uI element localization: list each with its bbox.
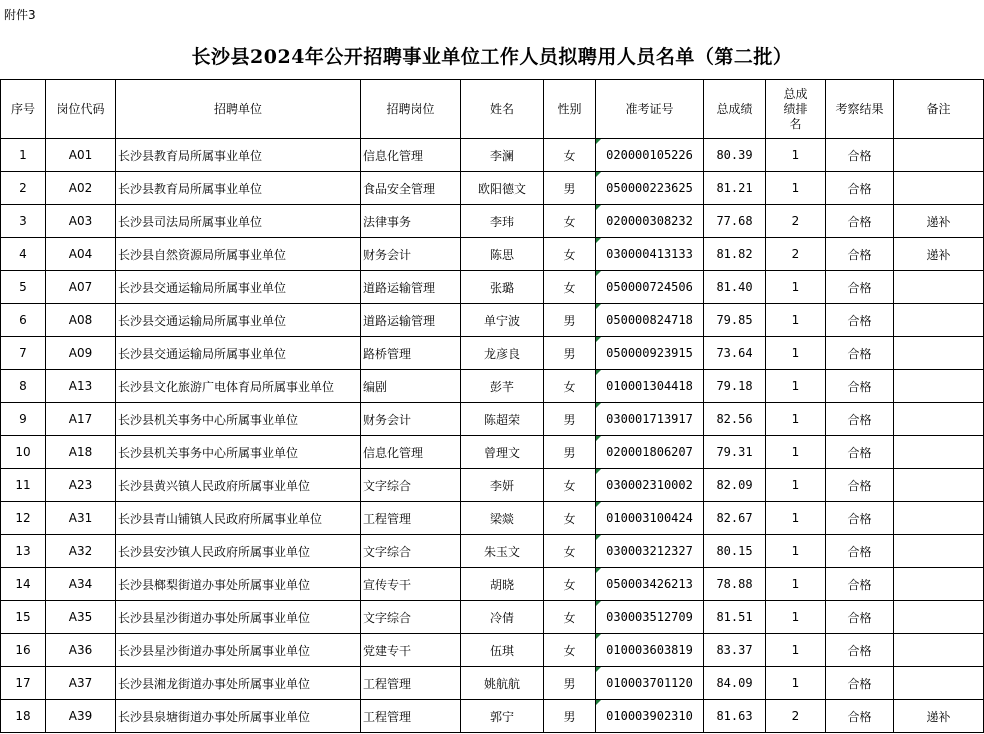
cell-total-score: 80.39: [704, 139, 766, 172]
cell-inspection-result: 合格: [826, 502, 894, 535]
cell-seq: 3: [1, 205, 46, 238]
cell-gender: 女: [544, 568, 596, 601]
cell-total-score: 82.67: [704, 502, 766, 535]
cell-inspection-result: 合格: [826, 304, 894, 337]
cell-ticket-number: 020000105226: [596, 139, 704, 172]
cell-hiring-unit: 长沙县教育局所属事业单位: [116, 172, 361, 205]
cell-total-score: 81.63: [704, 700, 766, 733]
cell-position-code: A01: [46, 139, 116, 172]
table-header-row: [1, 80, 984, 139]
cell-gender: 男: [544, 337, 596, 370]
header-hiring-post: 招聘岗位: [361, 80, 461, 139]
cell-inspection-result: 合格: [826, 601, 894, 634]
cell-remark: [894, 172, 984, 205]
cell-ticket-number: 030003512709: [596, 601, 704, 634]
cell-hiring-post: 文字综合: [361, 535, 461, 568]
table-body: [1, 139, 984, 733]
cell-ticket-number: 030002310002: [596, 469, 704, 502]
cell-inspection-result: 合格: [826, 469, 894, 502]
cell-gender: 男: [544, 172, 596, 205]
cell-remark: [894, 403, 984, 436]
cell-hiring-unit: 长沙县榔梨街道办事处所属事业单位: [116, 568, 361, 601]
cell-name: 龙彦良: [461, 337, 544, 370]
cell-remark: [894, 568, 984, 601]
cell-gender: 男: [544, 700, 596, 733]
attachment-label: 附件3: [4, 8, 36, 22]
cell-remark: [894, 469, 984, 502]
cell-total-score: 81.40: [704, 271, 766, 304]
hiring-roster-table: [0, 79, 984, 733]
cell-hiring-unit: 长沙县安沙镇人民政府所属事业单位: [116, 535, 361, 568]
cell-score-rank: 1: [766, 634, 826, 667]
table-row: [1, 238, 984, 271]
cell-hiring-unit: 长沙县湘龙街道办事处所属事业单位: [116, 667, 361, 700]
cell-name: 梁燚: [461, 502, 544, 535]
cell-ticket-number: 010003902310: [596, 700, 704, 733]
cell-total-score: 77.68: [704, 205, 766, 238]
cell-seq: 13: [1, 535, 46, 568]
cell-total-score: 82.09: [704, 469, 766, 502]
cell-hiring-post: 道路运输管理: [361, 304, 461, 337]
cell-hiring-post: 财务会计: [361, 238, 461, 271]
cell-seq: 2: [1, 172, 46, 205]
cell-gender: 男: [544, 304, 596, 337]
cell-score-rank: 1: [766, 601, 826, 634]
cell-hiring-post: 文字综合: [361, 469, 461, 502]
cell-score-rank: 1: [766, 436, 826, 469]
cell-score-rank: 2: [766, 205, 826, 238]
cell-gender: 女: [544, 271, 596, 304]
cell-total-score: 84.09: [704, 667, 766, 700]
cell-remark: [894, 667, 984, 700]
cell-gender: 女: [544, 205, 596, 238]
cell-name: 伍琪: [461, 634, 544, 667]
cell-inspection-result: 合格: [826, 337, 894, 370]
cell-hiring-unit: 长沙县泉塘街道办事处所属事业单位: [116, 700, 361, 733]
cell-score-rank: 1: [766, 271, 826, 304]
cell-seq: 9: [1, 403, 46, 436]
cell-hiring-unit: 长沙县机关事务中心所属事业单位: [116, 436, 361, 469]
cell-seq: 14: [1, 568, 46, 601]
cell-seq: 11: [1, 469, 46, 502]
cell-total-score: 78.88: [704, 568, 766, 601]
cell-total-score: 81.51: [704, 601, 766, 634]
table-row: [1, 436, 984, 469]
cell-name: 陈超荣: [461, 403, 544, 436]
cell-hiring-post: 食品安全管理: [361, 172, 461, 205]
cell-seq: 6: [1, 304, 46, 337]
cell-ticket-number: 050003426213: [596, 568, 704, 601]
cell-hiring-post: 道路运输管理: [361, 271, 461, 304]
cell-ticket-number: 010003100424: [596, 502, 704, 535]
cell-total-score: 81.21: [704, 172, 766, 205]
cell-hiring-unit: 长沙县机关事务中心所属事业单位: [116, 403, 361, 436]
cell-inspection-result: 合格: [826, 370, 894, 403]
cell-gender: 男: [544, 667, 596, 700]
cell-remark: [894, 502, 984, 535]
cell-score-rank: 1: [766, 337, 826, 370]
cell-score-rank: 1: [766, 502, 826, 535]
cell-total-score: 83.37: [704, 634, 766, 667]
cell-ticket-number: 010003603819: [596, 634, 704, 667]
cell-name: 单宁波: [461, 304, 544, 337]
header-inspection-result: 考察结果: [826, 80, 894, 139]
cell-name: 李澜: [461, 139, 544, 172]
table-row: [1, 634, 984, 667]
cell-gender: 女: [544, 634, 596, 667]
cell-position-code: A17: [46, 403, 116, 436]
table-row: [1, 304, 984, 337]
cell-seq: 8: [1, 370, 46, 403]
table-row: [1, 568, 984, 601]
table-row: [1, 535, 984, 568]
cell-inspection-result: 合格: [826, 700, 894, 733]
cell-remark: 递补: [894, 205, 984, 238]
cell-gender: 女: [544, 370, 596, 403]
cell-position-code: A35: [46, 601, 116, 634]
cell-inspection-result: 合格: [826, 403, 894, 436]
cell-seq: 18: [1, 700, 46, 733]
cell-seq: 4: [1, 238, 46, 271]
cell-gender: 男: [544, 436, 596, 469]
cell-hiring-post: 工程管理: [361, 667, 461, 700]
cell-position-code: A09: [46, 337, 116, 370]
cell-hiring-unit: 长沙县青山铺镇人民政府所属事业单位: [116, 502, 361, 535]
header-gender: 性别: [544, 80, 596, 139]
cell-hiring-post: 信息化管理: [361, 436, 461, 469]
cell-name: 冷倩: [461, 601, 544, 634]
cell-position-code: A07: [46, 271, 116, 304]
cell-hiring-post: 宣传专干: [361, 568, 461, 601]
cell-seq: 5: [1, 271, 46, 304]
cell-hiring-unit: 长沙县星沙街道办事处所属事业单位: [116, 601, 361, 634]
cell-inspection-result: 合格: [826, 568, 894, 601]
table-row: [1, 502, 984, 535]
cell-ticket-number: 020000308232: [596, 205, 704, 238]
cell-total-score: 73.64: [704, 337, 766, 370]
cell-inspection-result: 合格: [826, 205, 894, 238]
cell-hiring-unit: 长沙县黄兴镇人民政府所属事业单位: [116, 469, 361, 502]
cell-seq: 15: [1, 601, 46, 634]
cell-inspection-result: 合格: [826, 436, 894, 469]
cell-hiring-post: 编剧: [361, 370, 461, 403]
cell-hiring-unit: 长沙县交通运输局所属事业单位: [116, 304, 361, 337]
cell-remark: 递补: [894, 700, 984, 733]
cell-position-code: A32: [46, 535, 116, 568]
cell-name: 李妍: [461, 469, 544, 502]
header-total-score: 总成绩: [704, 80, 766, 139]
cell-hiring-post: 路桥管理: [361, 337, 461, 370]
cell-seq: 10: [1, 436, 46, 469]
header-score-rank: 总成绩排名: [766, 80, 826, 139]
cell-hiring-unit: 长沙县星沙街道办事处所属事业单位: [116, 634, 361, 667]
cell-name: 胡晓: [461, 568, 544, 601]
cell-remark: [894, 370, 984, 403]
cell-ticket-number: 050000824718: [596, 304, 704, 337]
cell-hiring-post: 文字综合: [361, 601, 461, 634]
cell-hiring-unit: 长沙县教育局所属事业单位: [116, 139, 361, 172]
cell-name: 张璐: [461, 271, 544, 304]
cell-hiring-unit: 长沙县交通运输局所属事业单位: [116, 337, 361, 370]
cell-hiring-post: 工程管理: [361, 502, 461, 535]
cell-remark: [894, 139, 984, 172]
header-hiring-unit: 招聘单位: [116, 80, 361, 139]
cell-total-score: 79.85: [704, 304, 766, 337]
cell-hiring-unit: 长沙县文化旅游广电体育局所属事业单位: [116, 370, 361, 403]
cell-gender: 女: [544, 502, 596, 535]
cell-hiring-unit: 长沙县交通运输局所属事业单位: [116, 271, 361, 304]
cell-total-score: 79.18: [704, 370, 766, 403]
cell-position-code: A37: [46, 667, 116, 700]
cell-inspection-result: 合格: [826, 634, 894, 667]
cell-remark: 递补: [894, 238, 984, 271]
cell-position-code: A03: [46, 205, 116, 238]
cell-gender: 女: [544, 469, 596, 502]
header-remark: 备注: [894, 80, 984, 139]
cell-score-rank: 1: [766, 139, 826, 172]
cell-inspection-result: 合格: [826, 535, 894, 568]
table-row: [1, 370, 984, 403]
cell-remark: [894, 535, 984, 568]
cell-position-code: A39: [46, 700, 116, 733]
cell-gender: 女: [544, 535, 596, 568]
cell-score-rank: 1: [766, 469, 826, 502]
cell-score-rank: 1: [766, 568, 826, 601]
cell-ticket-number: 020001806207: [596, 436, 704, 469]
cell-hiring-unit: 长沙县司法局所属事业单位: [116, 205, 361, 238]
cell-hiring-post: 财务会计: [361, 403, 461, 436]
cell-hiring-post: 法律事务: [361, 205, 461, 238]
table-row: [1, 601, 984, 634]
cell-score-rank: 2: [766, 238, 826, 271]
cell-name: 曾理文: [461, 436, 544, 469]
cell-score-rank: 1: [766, 403, 826, 436]
cell-hiring-post: 信息化管理: [361, 139, 461, 172]
header-seq: 序号: [1, 80, 46, 139]
table-row: [1, 700, 984, 733]
cell-inspection-result: 合格: [826, 139, 894, 172]
cell-ticket-number: 050000724506: [596, 271, 704, 304]
table-row: [1, 205, 984, 238]
cell-name: 郭宁: [461, 700, 544, 733]
cell-inspection-result: 合格: [826, 667, 894, 700]
cell-hiring-post: 工程管理: [361, 700, 461, 733]
cell-score-rank: 1: [766, 172, 826, 205]
cell-score-rank: 1: [766, 667, 826, 700]
cell-total-score: 81.82: [704, 238, 766, 271]
cell-seq: 16: [1, 634, 46, 667]
cell-remark: [894, 436, 984, 469]
cell-score-rank: 1: [766, 370, 826, 403]
table-row: [1, 172, 984, 205]
cell-name: 彭芊: [461, 370, 544, 403]
cell-inspection-result: 合格: [826, 172, 894, 205]
cell-position-code: A08: [46, 304, 116, 337]
cell-score-rank: 1: [766, 304, 826, 337]
header-name: 姓名: [461, 80, 544, 139]
cell-ticket-number: 030003212327: [596, 535, 704, 568]
cell-ticket-number: 030001713917: [596, 403, 704, 436]
cell-remark: [894, 634, 984, 667]
cell-position-code: A34: [46, 568, 116, 601]
cell-position-code: A04: [46, 238, 116, 271]
cell-remark: [894, 601, 984, 634]
cell-position-code: A13: [46, 370, 116, 403]
table-row: [1, 667, 984, 700]
header-position-code: 岗位代码: [46, 80, 116, 139]
cell-position-code: A18: [46, 436, 116, 469]
table-row: [1, 403, 984, 436]
cell-seq: 17: [1, 667, 46, 700]
cell-ticket-number: 010003701120: [596, 667, 704, 700]
table-row: [1, 271, 984, 304]
cell-gender: 女: [544, 601, 596, 634]
cell-remark: [894, 304, 984, 337]
cell-position-code: A02: [46, 172, 116, 205]
cell-position-code: A23: [46, 469, 116, 502]
cell-name: 李玮: [461, 205, 544, 238]
cell-inspection-result: 合格: [826, 271, 894, 304]
cell-total-score: 82.56: [704, 403, 766, 436]
cell-name: 欧阳德文: [461, 172, 544, 205]
cell-gender: 女: [544, 139, 596, 172]
cell-name: 姚航航: [461, 667, 544, 700]
cell-inspection-result: 合格: [826, 238, 894, 271]
cell-score-rank: 1: [766, 535, 826, 568]
cell-hiring-post: 党建专干: [361, 634, 461, 667]
cell-total-score: 79.31: [704, 436, 766, 469]
table-row: [1, 139, 984, 172]
cell-seq: 1: [1, 139, 46, 172]
cell-name: 朱玉文: [461, 535, 544, 568]
table-row: [1, 337, 984, 370]
cell-position-code: A31: [46, 502, 116, 535]
cell-ticket-number: 050000223625: [596, 172, 704, 205]
cell-seq: 7: [1, 337, 46, 370]
cell-ticket-number: 010001304418: [596, 370, 704, 403]
cell-seq: 12: [1, 502, 46, 535]
cell-hiring-unit: 长沙县自然资源局所属事业单位: [116, 238, 361, 271]
cell-name: 陈思: [461, 238, 544, 271]
cell-ticket-number: 050000923915: [596, 337, 704, 370]
cell-gender: 男: [544, 403, 596, 436]
table-row: [1, 469, 984, 502]
cell-gender: 女: [544, 238, 596, 271]
header-ticket-number: 准考证号: [596, 80, 704, 139]
cell-remark: [894, 271, 984, 304]
cell-position-code: A36: [46, 634, 116, 667]
page-title: 长沙县2024年公开招聘事业单位工作人员拟聘用人员名单（第二批）: [191, 46, 793, 68]
cell-score-rank: 2: [766, 700, 826, 733]
cell-remark: [894, 337, 984, 370]
cell-ticket-number: 030000413133: [596, 238, 704, 271]
cell-total-score: 80.15: [704, 535, 766, 568]
